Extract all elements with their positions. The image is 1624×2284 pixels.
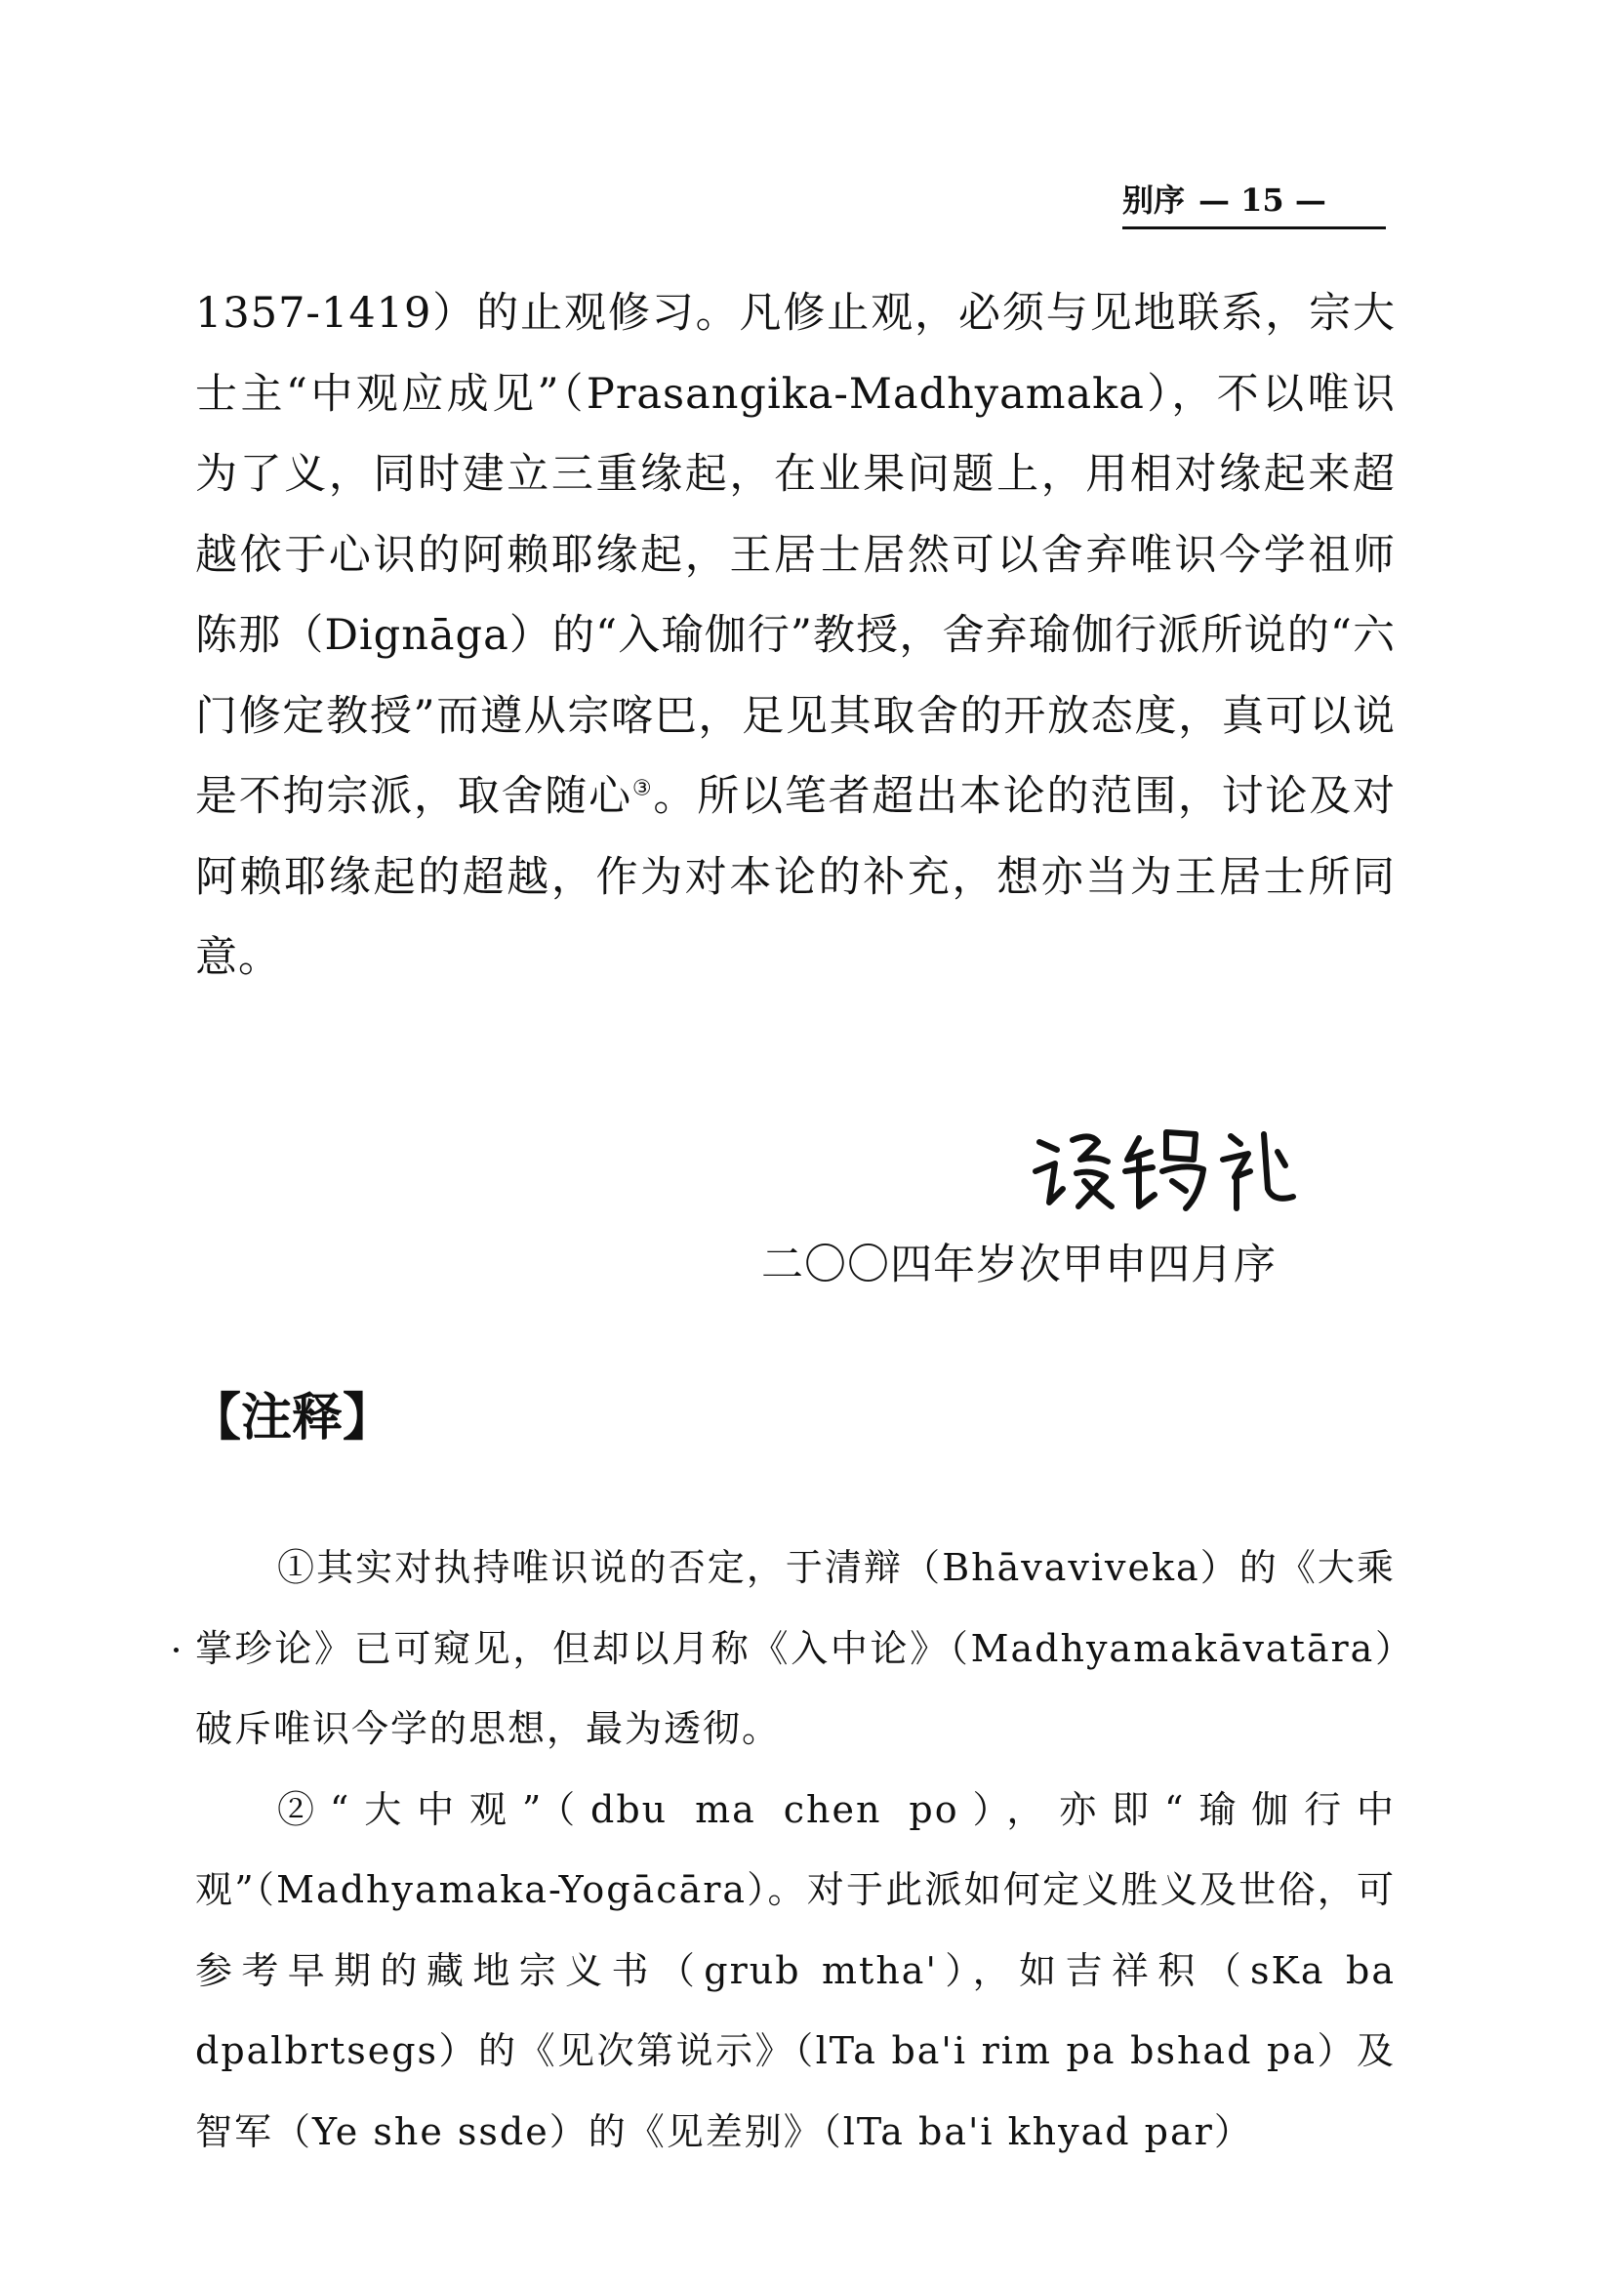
handwritten-signature bbox=[1030, 1113, 1313, 1220]
body-text-main: 1357-1419）的止观修习。凡修止观，必须与见地联系，宗大士主“中观应成见”（Prasangika-Madhyamaka），不以唯识为了义，同时建立三重缘起，在业果问题上，用相对缘起来超越依于心识的阿赖耶缘起，王居士居然可以舍弃唯识今学祖师陈那（Dignāga）的“入瑜伽行”教授，舍弃瑜伽行派所说的“六门修定教授”而遵从宗喀巴，足见其取舍的开放态度，真可以说是不拘宗派，取舍随心 bbox=[195, 289, 1396, 821]
notes-heading: 【注释】 bbox=[190, 1389, 394, 1448]
footnote-reference: ③ bbox=[631, 776, 654, 801]
body-paragraph-text bbox=[195, 273, 1396, 999]
note-item: ②“大中观”（dbu ma chen po），亦即“瑜伽行中观”（Madhyamaka-Yogācāra）。对于此派如何定义胜义及世俗，可参考早期的藏地宗义书（grub mtha'），如吉祥积（sKa ba dpalbrtsegs）的《见次第说示》（lTa ba'i rim pa bshad pa）及智军（Ye she ssde）的《见差别》（lTa ba'i khyad par） bbox=[195, 1787, 1396, 2153]
running-header bbox=[1122, 176, 1386, 221]
preface-date: 二〇〇四年岁次甲申四月序 bbox=[761, 1241, 1277, 1289]
notes-list bbox=[195, 1528, 1396, 2172]
header-rule bbox=[1122, 226, 1386, 229]
print-speck bbox=[174, 1648, 179, 1652]
note-item: ①其实对执持唯识说的否定，于清辩（Bhāvaviveka）的《大乘掌珍论》已可窥见，但却以月称《入中论》（Madhyamakāvatāra）破斥唯识今学的思想，最为透彻。 bbox=[195, 1546, 1396, 1750]
body-text-tail: 。所以笔者超出本论的范围，讨论及对阿赖耶缘起的超越，作为对本论的补充，想亦当为王居士所同意。 bbox=[195, 772, 1397, 982]
header-page-number: — 15 — bbox=[1198, 182, 1326, 219]
header-section-title: 别序 bbox=[1122, 182, 1186, 219]
body-paragraph bbox=[195, 273, 1396, 999]
